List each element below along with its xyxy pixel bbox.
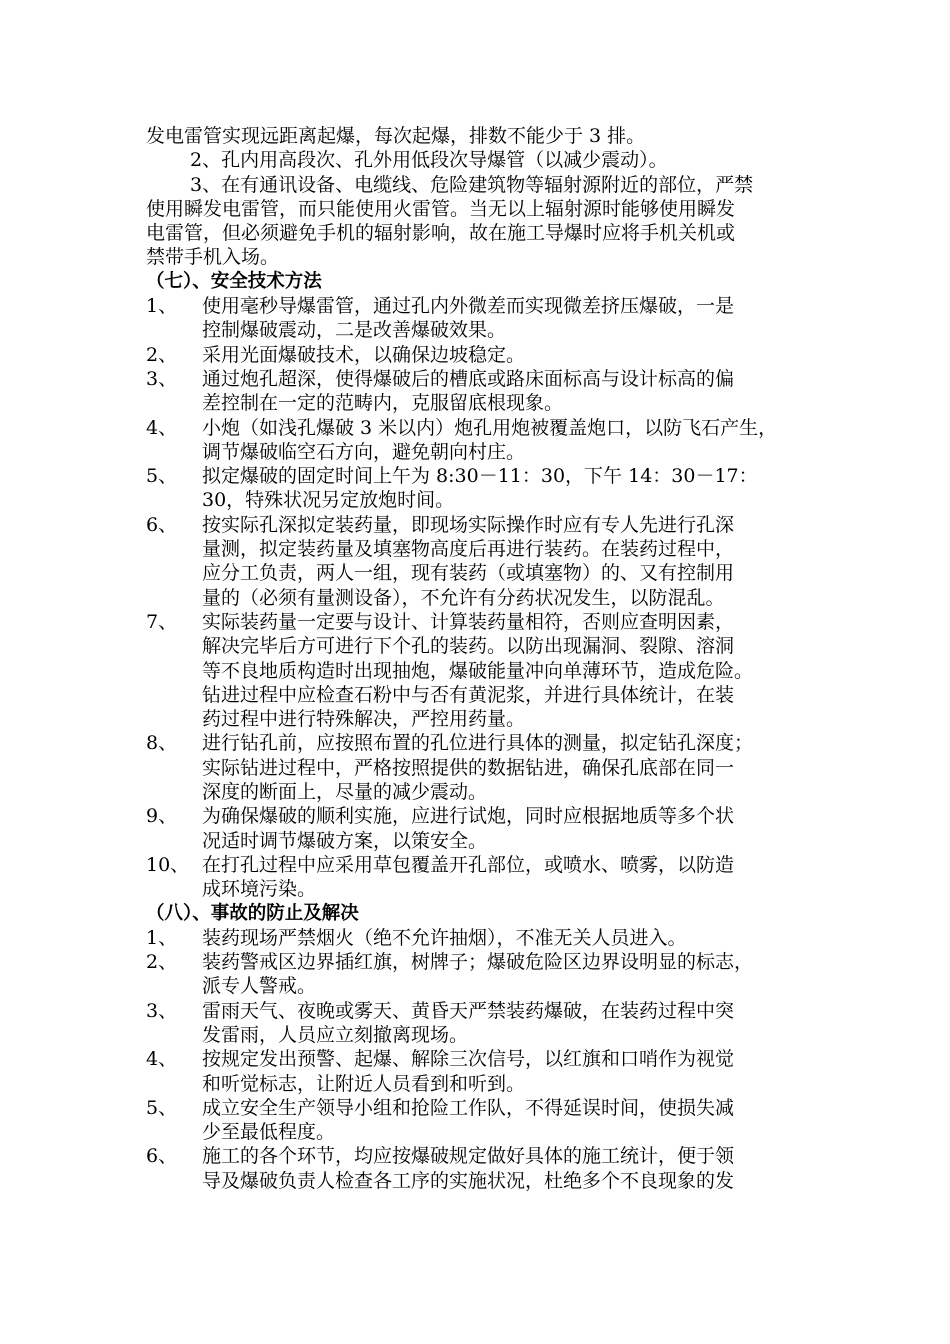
- text-line: 调节爆破临空石方向，避免朝向村庄。: [202, 440, 526, 463]
- text-line: 控制爆破震动，二是改善爆破效果。: [202, 319, 507, 342]
- list-item-number: 6、: [146, 513, 178, 536]
- text-line: 30，特殊状况另定放炮时间。: [202, 489, 455, 512]
- text-line: 药过程中进行特殊解决，严控用药量。: [202, 708, 526, 731]
- list-item-number: 4、: [146, 1048, 178, 1071]
- text-line: 成环境污染。: [202, 878, 317, 901]
- text-line: 实际装药量一定要与设计、计算装药量相符，否则应查明因素，: [202, 610, 735, 633]
- list-item: [146, 1144, 836, 1193]
- paragraph: [146, 124, 836, 148]
- text-line: 禁带手机入场。: [146, 246, 280, 269]
- text-line: 按规定发出预警、起爆、解除三次信号，以红旗和口哨作为视觉: [202, 1048, 735, 1071]
- list-item-text: [202, 1144, 836, 1193]
- text-line: 解决完毕后方可进行下个孔的装药。以防出现漏洞、裂隙、溶洞: [202, 635, 735, 658]
- list-item: [146, 367, 836, 416]
- list-item: [146, 416, 836, 465]
- list-item: [146, 1047, 836, 1096]
- text-line: 应分工负责，两人一组，现有装药（或填塞物）的、又有控制用: [202, 562, 735, 585]
- text-line: 施工的各个环节，均应按爆破规定做好具体的施工统计，便于领: [202, 1145, 735, 1168]
- list-item: [146, 999, 836, 1048]
- list-item-text: [202, 926, 836, 950]
- list-item: [146, 731, 836, 804]
- list-item-text: [202, 294, 836, 343]
- text-line: 3、在有通讯设备、电缆线、危险建筑物等辐射源附近的部位，严禁: [190, 173, 754, 196]
- text-line: 等不良地质构造时出现抽炮，爆破能量冲向单薄环节，造成危险。: [202, 659, 754, 682]
- list-item-text: [202, 1096, 836, 1145]
- list-item-number: 6、: [146, 1145, 178, 1168]
- list-item-number: 10、: [146, 853, 190, 876]
- list-item: [146, 294, 836, 343]
- list-item-number: 3、: [146, 999, 178, 1022]
- list-item-text: [202, 513, 836, 610]
- text-line: 在打孔过程中应采用草包覆盖开孔部位，或喷水、喷雾，以防造: [202, 853, 735, 876]
- list-item-text: [202, 999, 836, 1048]
- list-item: [146, 950, 836, 999]
- text-line: 少至最低程度。: [202, 1121, 336, 1144]
- list-item-text: [202, 950, 836, 999]
- list-item-text: [202, 731, 836, 804]
- list-item-number: 2、: [146, 951, 178, 974]
- text-line: 量的（必须有量测设备），不允许有分药状况发生，以防混乱。: [202, 586, 725, 609]
- text-line: 深度的断面上，尽量的减少震动。: [202, 781, 488, 804]
- list-item-text: [202, 367, 836, 416]
- text-line: 装药现场严禁烟火（绝不允许抽烟），不准无关人员进入。: [202, 926, 687, 949]
- list-item-text: [202, 804, 836, 853]
- text-line: 况适时调节爆破方案，以策安全。: [202, 829, 488, 852]
- list-item-number: 5、: [146, 1096, 178, 1119]
- document-body: [146, 124, 836, 1193]
- text-line: 为确保爆破的顺利实施，应进行试炮，同时应根据地质等多个状: [202, 805, 735, 828]
- list-item: [146, 804, 836, 853]
- list-item: [146, 926, 836, 950]
- list-item: [146, 610, 836, 731]
- list-item-number: 2、: [146, 343, 178, 366]
- text-line: 使用瞬发电雷管，而只能使用火雷管。当无以上辐射源时能够使用瞬发: [146, 197, 736, 220]
- list-item-text: [202, 610, 836, 731]
- list-item-text: [202, 416, 836, 465]
- list-item-number: 1、: [146, 295, 178, 318]
- text-line: 和听觉标志，让附近人员看到和听到。: [202, 1072, 526, 1095]
- paragraph: [146, 148, 836, 172]
- list-item-number: 7、: [146, 610, 178, 633]
- text-line: 通过炮孔超深，使得爆破后的槽底或路床面标高与设计标高的偏: [202, 367, 735, 390]
- text-line: 雷雨天气、夜晚或雾天、黄昏天严禁装药爆破，在装药过程中突: [202, 999, 735, 1022]
- text-line: 差控制在一定的范畴内，克服留底根现象。: [202, 392, 564, 415]
- list-item: [146, 1096, 836, 1145]
- text-line: 派专人警戒。: [202, 975, 317, 998]
- list-item-number: 3、: [146, 367, 178, 390]
- list-item-text: [202, 464, 836, 513]
- text-line: 电雷管，但必须避免手机的辐射影响，故在施工导爆时应将手机关机或: [146, 222, 736, 245]
- text-line: 2、孔内用高段次、孔外用低段次导爆管（以减少震动）。: [190, 149, 668, 172]
- list-item: [146, 853, 836, 902]
- text-line: 量测，拟定装药量及填塞物高度后再进行装药。在装药过程中，: [202, 538, 735, 561]
- list-item-number: 5、: [146, 465, 178, 488]
- list-item-text: [202, 1047, 836, 1096]
- text-line: 进行钻孔前，应按照布置的孔位进行具体的测量，拟定钻孔深度；: [202, 732, 754, 755]
- paragraph: [146, 173, 836, 270]
- text-line: 钻进过程中应检查石粉中与否有黄泥浆，并进行具体统计，在装: [202, 683, 735, 706]
- text-line: 拟定爆破的固定时间上午为 8:30－11：30，下午 14：30－17：: [202, 465, 758, 488]
- list-item-text: [202, 853, 836, 902]
- list-item: [146, 464, 836, 513]
- section-heading: （七）、安全技术方法: [146, 270, 322, 292]
- list-item: [146, 343, 836, 367]
- text-line: 成立安全生产领导小组和抢险工作队，不得延误时间，使损失减: [202, 1096, 735, 1119]
- section-heading: （八）、事故的防止及解决: [146, 902, 359, 924]
- text-line: 发电雷管实现远距离起爆，每次起爆，排数不能少于 3 排。: [146, 125, 646, 147]
- text-line: 使用毫秒导爆雷管，通过孔内外微差而实现微差挤压爆破，一是: [202, 295, 735, 318]
- text-line: 小炮（如浅孔爆破 3 米以内）炮孔用炮被覆盖炮口，以防飞石产生，: [202, 416, 778, 439]
- list-item-number: 4、: [146, 416, 178, 439]
- list-item: [146, 513, 836, 610]
- text-line: 按实际孔深拟定装药量，即现场实际操作时应有专人先进行孔深: [202, 513, 735, 536]
- text-line: 发雷雨，人员应立刻撤离现场。: [202, 1023, 469, 1046]
- list-item-number: 9、: [146, 805, 178, 828]
- list-item-number: 1、: [146, 926, 178, 949]
- list-item-text: [202, 343, 836, 367]
- text-line: 实际钻进过程中，严格按照提供的数据钻进，确保孔底部在同一: [202, 756, 735, 779]
- list-item-number: 8、: [146, 732, 178, 755]
- text-line: 导及爆破负责人检查各工序的实施状况，杜绝多个不良现象的发: [202, 1169, 735, 1192]
- text-line: 装药警戒区边界插红旗，树牌子；爆破危险区边界设明显的标志，: [202, 951, 754, 974]
- text-line: 采用光面爆破技术，以确保边坡稳定。: [202, 343, 526, 366]
